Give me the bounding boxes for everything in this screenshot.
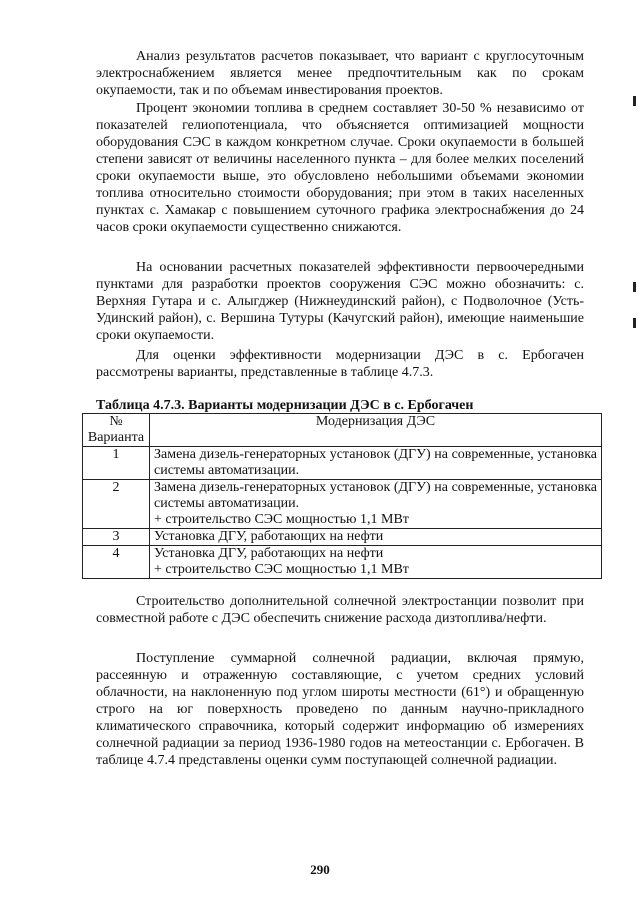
header-variant-number [83, 414, 150, 447]
variants-table [82, 413, 602, 579]
variant-line: Замена дизель-генераторных установок (ДГУ) на современные, установка системы автоматизации. [154, 447, 597, 478]
table-header-row [83, 414, 602, 447]
variant-line: + строительство СЭС мощностью 1,1 МВт [154, 512, 409, 527]
paragraph-text: Поступление суммарной солнечной радиации, включая прямую, рассеянную и отраженную составляющие, с учетом средних условий облачности, на наклоненную под углом широты местности (61°) и обращенную строго на юг поверхность проведено по данным научно-прикладного климатического справочника, который содержит информацию об измерениях солнечной радиации за период 1936-1980 годов на метеостанции с. Ербогачен. В таблице 4.7.4 представлены оценки сумм поступающей солнечной радиации. [96, 651, 584, 768]
scan-edge-mark [633, 282, 636, 292]
paragraph-text: Процент экономии топлива в среднем составляет 30-50 % независимо от показателей гелиопотенциала, что объясняется оптимизацией мощности оборудования СЭС в каждом конкретном случае. Сроки окупаемости в большей степени зависят от величины населенного пункта – для более мелких поселений сроки окупаемости выше, это обусловлено небольшими объемами экономии топлива относительно стоимости оборудования; при этом в таких населенных пунктах с. Хамакар с повышением суточного графика электроснабжения до 24 часов сроки окупаемости существенно снижаются. [96, 101, 584, 235]
variant-line: Замена дизель-генераторных установок (ДГУ) на современные, установка системы автоматизации. [154, 480, 597, 511]
paragraph-solar-plant [96, 593, 584, 627]
variant-number: 4 [83, 546, 150, 579]
variant-number: 3 [83, 529, 150, 546]
table-row [83, 546, 602, 579]
variant-description [150, 447, 602, 480]
paragraph-text: Анализ результатов расчетов показывает, что вариант с круглосуточным электроснабжением является менее предпочтительным как по срокам окупаемости, так и по объемам инвестирования проектов. [96, 49, 584, 98]
variant-number: 1 [83, 447, 150, 480]
table-row [83, 447, 602, 480]
variant-description [150, 546, 602, 579]
paragraph-analysis [96, 48, 584, 99]
variant-description [150, 529, 602, 546]
page-number: 290 [310, 862, 330, 877]
variant-number: 2 [83, 480, 150, 529]
header-modernization: Модернизация ДЭС [150, 414, 602, 447]
table-row [83, 529, 602, 546]
paragraph-text: На основании расчетных показателей эффективности первоочередными пунктами для разработки проектов сооружения СЭС можно обозначить: с. Верхняя Гутара и с. Алыгджер (Нижнеудинский район), с Подволочное (Усть-Удинский район), с. Вершина Тутуры (Качугский район), имеющие наименьшие сроки окупаемости. [96, 260, 584, 343]
variant-line: Установка ДГУ, работающих на нефти [154, 529, 384, 544]
header-num-symbol: № [109, 414, 123, 429]
header-num-word: Варианта [87, 430, 145, 445]
table-row [83, 480, 602, 529]
paragraph-text: Строительство дополнительной солнечной электростанции позволит при совместной работе с ДЭС обеспечить снижение расхода дизтоплива/нефти. [96, 594, 584, 626]
table-caption: Таблица 4.7.3. Варианты модернизации ДЭС в с. Ербогачен [96, 398, 474, 413]
scan-edge-mark [633, 318, 636, 328]
scan-edge-mark [633, 96, 636, 106]
variant-line: Установка ДГУ, работающих на нефти [154, 546, 384, 561]
variant-description [150, 480, 602, 529]
paragraph-fuel-savings [96, 100, 584, 236]
paragraph-priority-sites [96, 259, 584, 344]
paragraph-text: Для оценки эффективности модернизации ДЭС в с. Ербогачен рассмотрены варианты, представленные в таблице 4.7.3. [96, 348, 584, 380]
paragraph-solar-radiation [96, 650, 584, 769]
paragraph-table-intro [96, 347, 584, 381]
variant-line: + строительство СЭС мощностью 1,1 МВт [154, 562, 409, 577]
